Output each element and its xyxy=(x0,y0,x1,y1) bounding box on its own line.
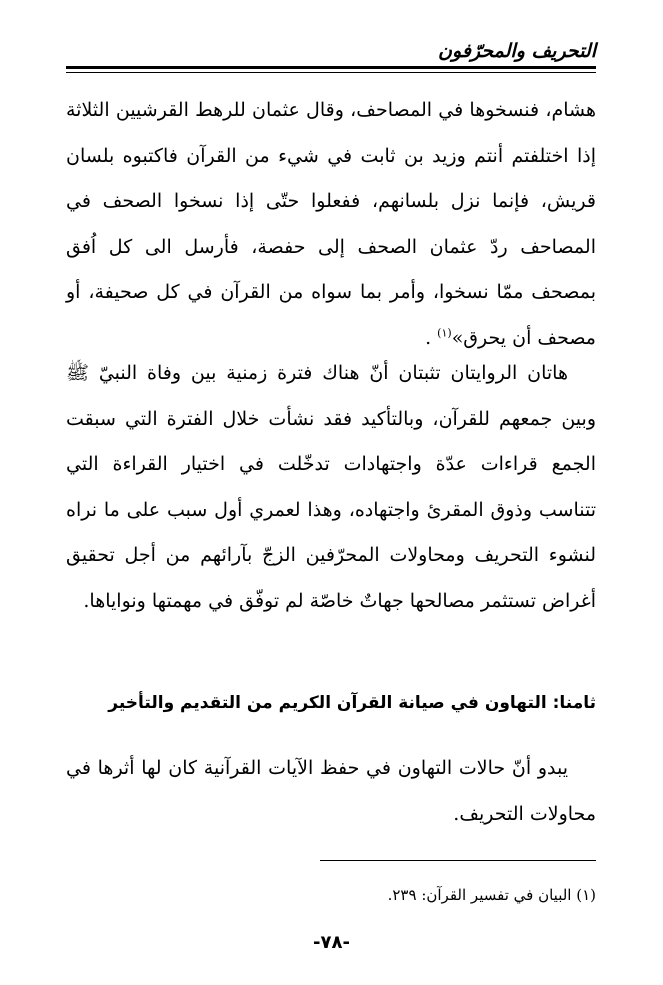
running-header: التحريف والمحرّفون xyxy=(438,40,596,62)
page-number: -٧٨- xyxy=(313,932,350,953)
section-heading: ثامنا: التهاون في صيانة القرآن الكريم من التقديم والتأخير xyxy=(108,693,596,713)
header-rule-thin xyxy=(66,72,596,73)
paragraph-1-text: هشام، فنسخوها في المصاحف، وقال عثمان للرهط القرشيين الثلاثة إذا اختلفتم أنتم وزيد بن ثابت في شيء من القرآن فاكتبوه بلسان قريش، فإنما نزل بلسانهم، ففعلوا حتّى إذا نسخوا الصحف في المصاحف ردّ عثمان الصحف إلى حفصة، فأرسل الى كل اُفق بمصحف ممّا نسخوا، وأمر بما سواه من القرآن في كل صحيفة، أو مصحف أن يحرق» xyxy=(66,99,596,349)
footnote-separator xyxy=(320,860,596,861)
footnote: (١) البيان في تفسير القرآن: ٢٣٩. xyxy=(387,886,596,904)
paragraph-3: يبدو أنّ حالات التهاون في حفظ الآيات القرآنية كان لها أثرها في محاولات التحريف. xyxy=(66,757,596,825)
footnote-reference: (١) xyxy=(437,326,452,340)
paragraph-2: هاتان الروايتان تثبتان أنّ هناك فترة زمنية بين وفاة النبيّ ﷺ وبين جمعهم للقرآن، وبالتأكيد فقد نشأت خلال الفترة التي سبقت الجمع قراءات عدّة واجتهادات تدخّلت في اختيار القراءة التي تتناسب وذوق المقرئ واجتهاده، وهذا لعمري أول سبب على ما نراه لنشوء التحريف ومحاولات المحرّفين الزجّ بآرائهم من أجل تحقيق أغراض تستثمر مصالحها جهاتٌ خاصّة لم توفّق في مهمتها ونواياها. xyxy=(66,362,596,612)
paragraph-1: هشام، فنسخوها في المصاحف، وقال عثمان للرهط القرشيين الثلاثة إذا اختلفتم أنتم وزيد بن ثابت في شيء من القرآن فاكتبوه بلسان قريش، فإنما نزل بلسانهم، ففعلوا حتّى إذا نسخوا الصحف في المصاحف ردّ عثمان الصحف إلى حفصة، فأرسل الى كل اُفق بمصحف ممّا نسخوا، وأمر بما سواه من القرآن في كل صحيفة، أو مصحف أن يحرق»$^{(١)}$ . xyxy=(66,99,596,349)
header-rule-thick xyxy=(66,66,596,69)
